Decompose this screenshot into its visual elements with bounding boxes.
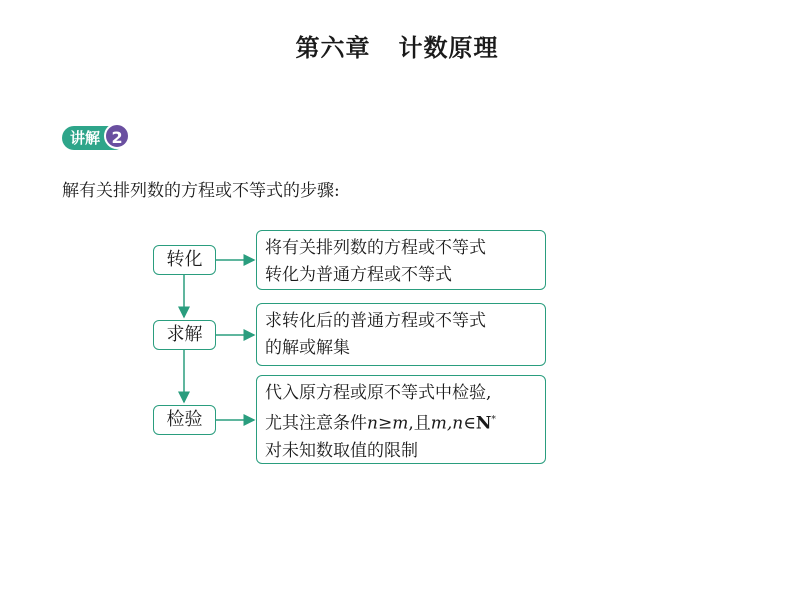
var-m: m [392,413,409,434]
desc-line: 对未知数取值的限制 [265,440,418,461]
geq-symbol: ≥ [377,413,393,434]
step-solve-desc [256,303,546,366]
desc-line: 将有关排列数的方程或不等式 [265,238,486,258]
desc-line-condition [265,407,537,438]
cond-prefix: 尤其注意条件 [265,413,367,434]
desc-line: 的解或解集 [265,338,350,358]
star-sup: * [491,415,496,425]
in-symbol: ∈ [463,413,476,434]
desc-line: 转化为普通方程或不等式 [265,265,452,285]
desc-line: 代入原方程或原不等式中检验, [265,383,492,403]
page-title [0,28,794,63]
section-badge [62,125,126,150]
chapter-title: 计数原理 [398,34,499,62]
step-convert-desc [256,230,546,290]
var-n: n [367,413,378,434]
step-convert: 转化 [153,245,216,275]
intro-text: 解有关排列数的方程或不等式的步骤: [62,181,340,201]
cond-sep: ,且 [408,413,431,434]
step-check-desc [256,375,546,464]
desc-line: 求转化后的普通方程或不等式 [265,311,486,331]
step-check: 检验 [153,405,216,435]
chapter-label: 第六章 [295,34,371,62]
badge-label: 讲解 [62,126,126,150]
set-N: N [475,413,492,434]
badge-number: 2 [104,123,130,149]
step-solve: 求解 [153,320,216,350]
var-mn: m,n [430,413,464,434]
